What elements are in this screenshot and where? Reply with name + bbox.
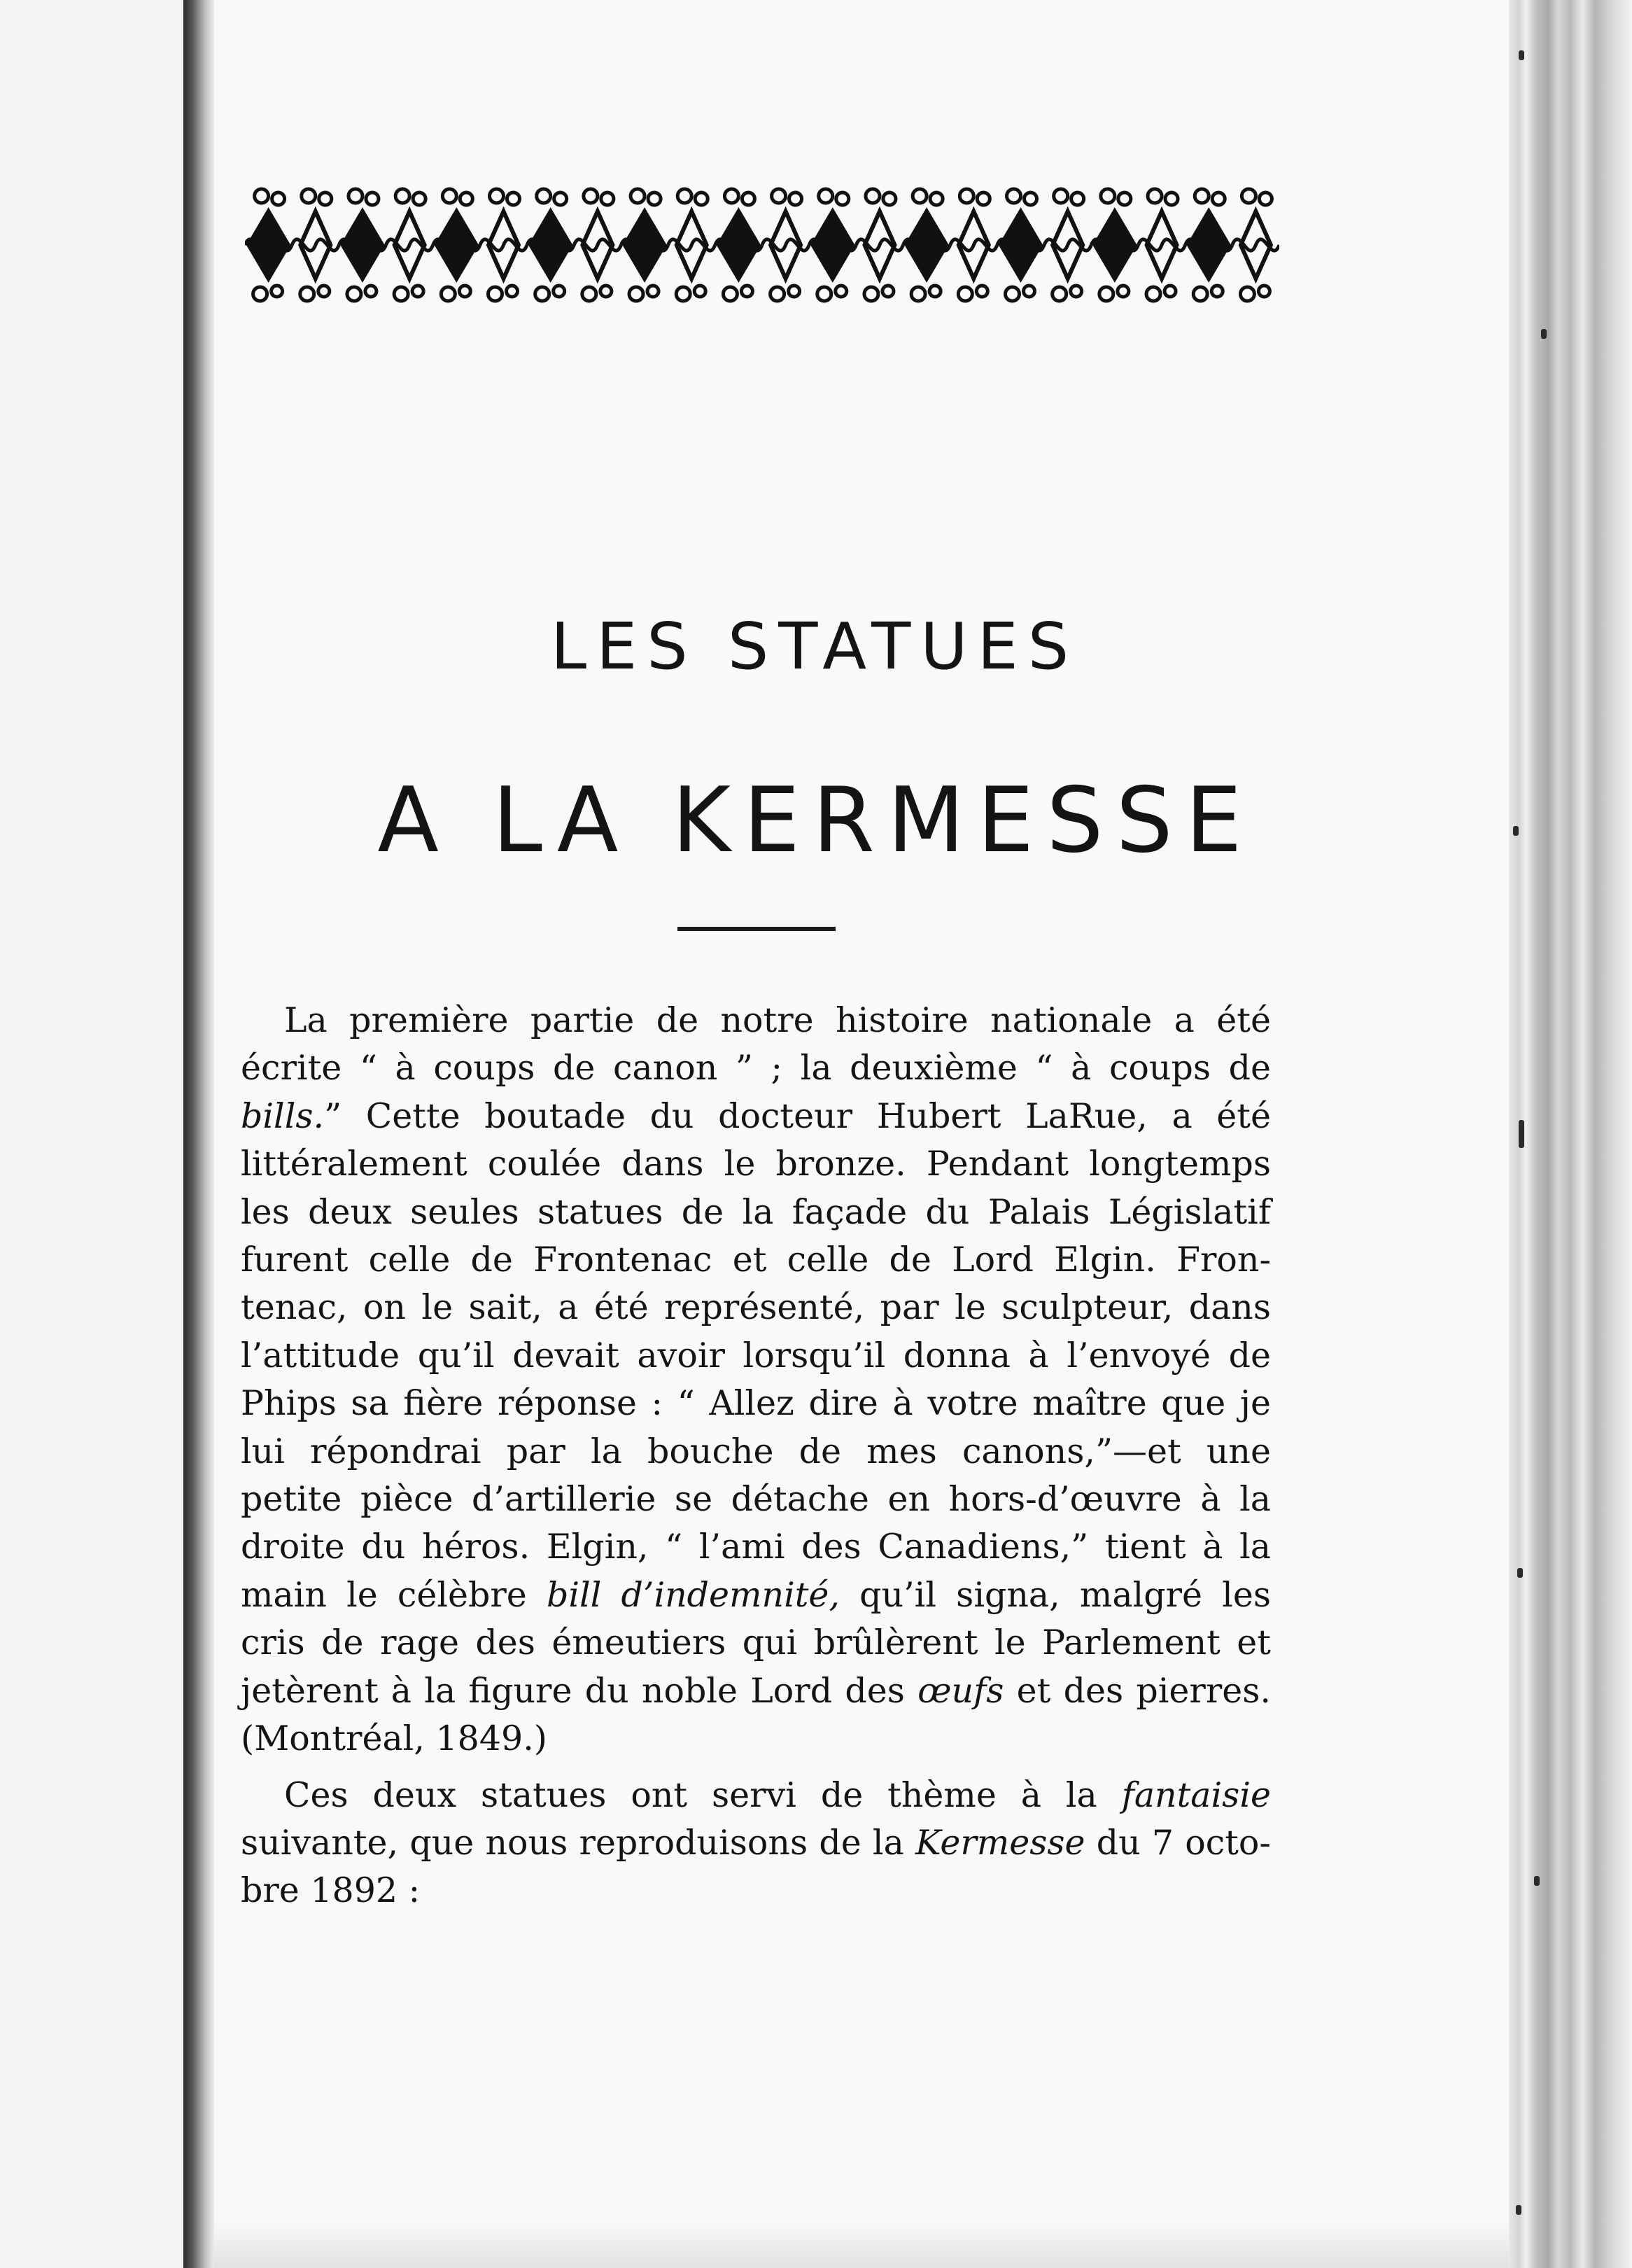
text-run: et des pierres.	[1004, 1670, 1271, 1711]
article-body	[241, 997, 1271, 1915]
title-rule	[677, 927, 836, 931]
text-run: Phips sa fière réponse : “ Allez dire à votre maître que je	[241, 1383, 1271, 1424]
text-run: les deux seules statues de la façade du Palais Législatif	[241, 1191, 1271, 1232]
text-line	[241, 1284, 1271, 1331]
text-run: Ces deux statues ont servi de thème à la	[284, 1774, 1122, 1815]
text-line	[241, 1772, 1271, 1819]
text-line	[241, 1140, 1271, 1188]
text-run: droite du héros. Elgin, “ l’ami des Canadiens,” tient à la	[241, 1527, 1271, 1567]
text-line	[241, 1476, 1271, 1523]
page-title-line-2: A LA KERMESSE	[377, 769, 1255, 873]
text-line	[241, 1667, 1271, 1715]
text-line	[241, 1867, 1271, 1914]
text-line	[241, 1332, 1271, 1380]
text-line	[241, 1189, 1271, 1236]
text-line	[241, 1044, 1271, 1092]
text-line	[241, 1428, 1271, 1476]
italic-run: fantaisie	[1121, 1774, 1271, 1815]
ornament-band-icon	[245, 183, 1279, 307]
text-run: littéralement coulée dans le bronze. Pendant longtemps	[241, 1144, 1271, 1184]
text-line	[241, 1619, 1271, 1667]
text-run: jetèrent à la figure du noble Lord des	[241, 1670, 918, 1711]
italic-run: bill d’indemnité,	[546, 1574, 840, 1615]
italic-run: Kermesse	[915, 1822, 1085, 1863]
text-run: tenac, on le sait, a été représenté, par le sculpteur, dans	[241, 1287, 1271, 1328]
text-run: cris de rage des émeutiers qui brûlèrent le Parlement et	[241, 1623, 1271, 1663]
text-line	[241, 1715, 1271, 1763]
facing-page-edge	[0, 0, 185, 2268]
text-run: furent celle de Frontenac et celle de Lord Elgin. Fron-	[241, 1240, 1271, 1280]
text-line	[241, 1093, 1271, 1140]
paragraph-2	[241, 1772, 1271, 1915]
text-line	[241, 1236, 1271, 1284]
text-run: main le célèbre	[241, 1574, 547, 1615]
text-run: ” Cette boutade du docteur Hubert LaRue, a été	[324, 1096, 1271, 1136]
text-line	[241, 1572, 1271, 1619]
text-run: l’attitude qu’il devait avoir lorsqu’il donna à l’envoyé de	[241, 1335, 1271, 1376]
italic-run: bills.	[241, 1096, 325, 1136]
text-run: petite pièce d’artillerie se détache en hors-d’œuvre à la	[241, 1479, 1271, 1520]
text-run: du 7 octo-	[1085, 1822, 1271, 1863]
paragraph-1	[241, 997, 1271, 1763]
page-bottom-shadow	[214, 2220, 1509, 2268]
text-run: (Montréal, 1849.)	[241, 1718, 547, 1759]
text-run: lui répondrai par la bouche de mes canons,”—et une	[241, 1431, 1271, 1471]
italic-run: œufs	[917, 1670, 1004, 1711]
book-gutter	[183, 0, 214, 2268]
text-run: La première partie de notre histoire nationale a été	[284, 1000, 1271, 1040]
page-title-line-1: LES STATUES	[550, 609, 1079, 684]
text-line	[241, 1819, 1271, 1867]
page-stack-edge	[1509, 0, 1632, 2268]
text-run: bre 1892 :	[241, 1870, 421, 1911]
text-run: suivante, que nous reproduisons de la	[241, 1822, 916, 1863]
text-line	[241, 1523, 1271, 1571]
text-run: écrite “ à coups de canon ” ; la deuxième “ à coups de	[241, 1048, 1271, 1088]
text-run: qu’il signa, malgré les	[840, 1574, 1271, 1615]
text-line	[241, 997, 1271, 1044]
text-line	[241, 1380, 1271, 1427]
